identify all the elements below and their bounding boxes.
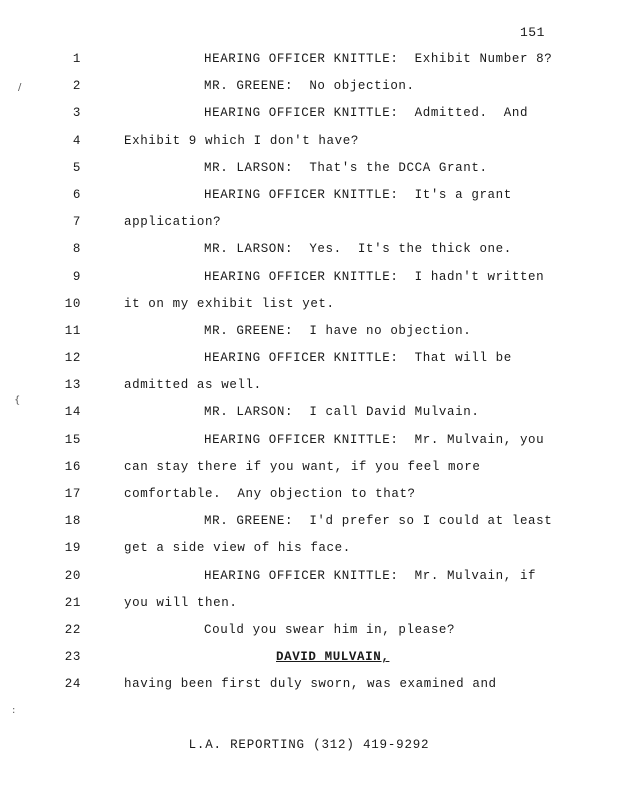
transcript-line <box>0 456 618 483</box>
line-text: you will then. <box>124 595 238 610</box>
line-number: 10 <box>64 296 81 311</box>
line-number: 6 <box>72 187 81 202</box>
transcript-line <box>0 184 618 211</box>
line-number: 8 <box>72 242 81 257</box>
transcript-line <box>0 266 618 293</box>
footer: L.A. REPORTING (312) 419-9292 <box>188 738 430 752</box>
transcript-line <box>0 619 618 646</box>
transcript-line <box>0 401 618 428</box>
transcript-line <box>0 48 618 75</box>
transcript-line <box>0 347 618 374</box>
line-text: HEARING OFFICER KNITTLE: Exhibit Number 8? <box>204 52 553 66</box>
transcript-line <box>0 75 618 102</box>
line-number: 20 <box>64 568 81 583</box>
transcript-line <box>0 320 618 347</box>
line-text: HEARING OFFICER KNITTLE: Admitted. And <box>204 106 529 121</box>
transcript-line <box>0 673 618 700</box>
transcript-line <box>0 429 618 456</box>
line-text: MR. GREENE: No objection. <box>204 79 415 94</box>
line-number: 1 <box>72 52 81 66</box>
scan-mark: { <box>14 395 21 406</box>
line-text: MR. LARSON: Yes. It's the thick one. <box>204 242 512 257</box>
scan-mark: / <box>18 82 22 93</box>
line-text: MR. GREENE: I'd prefer so I could at least <box>204 514 553 529</box>
line-text: application? <box>124 215 222 230</box>
page-number: 151 <box>520 25 545 40</box>
line-text: HEARING OFFICER KNITTLE: That will be <box>204 351 512 366</box>
line-number: 16 <box>64 459 81 474</box>
line-text: MR. LARSON: I call David Mulvain. <box>204 405 480 420</box>
line-number: 4 <box>72 133 81 148</box>
line-number: 11 <box>64 323 81 338</box>
witness-heading: DAVID MULVAIN, <box>276 650 390 665</box>
transcript-line <box>0 374 618 401</box>
line-text: Exhibit 9 which I don't have? <box>124 133 359 148</box>
line-number: 22 <box>64 622 81 637</box>
line-text: it on my exhibit list yet. <box>124 296 335 311</box>
transcript-line <box>0 211 618 238</box>
transcript-line <box>0 157 618 184</box>
line-number: 14 <box>64 405 81 420</box>
line-number: 12 <box>64 351 81 366</box>
line-number: 15 <box>64 432 81 447</box>
transcript-line <box>0 130 618 157</box>
transcript-line <box>0 565 618 592</box>
line-number: 17 <box>64 487 81 501</box>
transcript-lines <box>0 48 618 701</box>
transcript-line <box>0 510 618 537</box>
line-number: 5 <box>72 160 81 175</box>
line-number: 9 <box>72 269 81 284</box>
line-text: admitted as well. <box>124 378 262 393</box>
line-number: 18 <box>64 514 81 529</box>
line-number: 21 <box>64 595 81 610</box>
line-text: HEARING OFFICER KNITTLE: It's a grant <box>204 187 512 202</box>
transcript-line <box>0 592 618 619</box>
line-number: 13 <box>64 378 81 393</box>
line-number: 19 <box>64 541 81 556</box>
line-text: having been first duly sworn, was examined and <box>124 677 497 692</box>
transcript-line <box>0 238 618 265</box>
line-text: MR. LARSON: That's the DCCA Grant. <box>204 160 488 175</box>
line-text: get a side view of his face. <box>124 541 351 556</box>
line-text: Could you swear him in, please? <box>204 622 456 637</box>
line-text: HEARING OFFICER KNITTLE: I hadn't written <box>204 269 545 284</box>
line-number: 7 <box>72 215 81 230</box>
transcript-line <box>0 483 618 510</box>
line-text: can stay there if you want, if you feel more <box>124 459 481 474</box>
line-text: HEARING OFFICER KNITTLE: Mr. Mulvain, you <box>204 432 545 447</box>
line-number: 2 <box>72 79 81 94</box>
line-text: comfortable. Any objection to that? <box>124 487 416 501</box>
line-number: 24 <box>64 677 81 692</box>
line-text: MR. GREENE: I have no objection. <box>204 323 472 338</box>
line-number: 23 <box>64 650 81 665</box>
transcript-line <box>0 646 618 673</box>
transcript-line <box>0 293 618 320</box>
transcript-line <box>0 537 618 564</box>
line-text: HEARING OFFICER KNITTLE: Mr. Mulvain, if <box>204 568 537 583</box>
transcript-line <box>0 102 618 129</box>
line-number: 3 <box>72 106 81 121</box>
scan-mark: : <box>12 705 16 716</box>
